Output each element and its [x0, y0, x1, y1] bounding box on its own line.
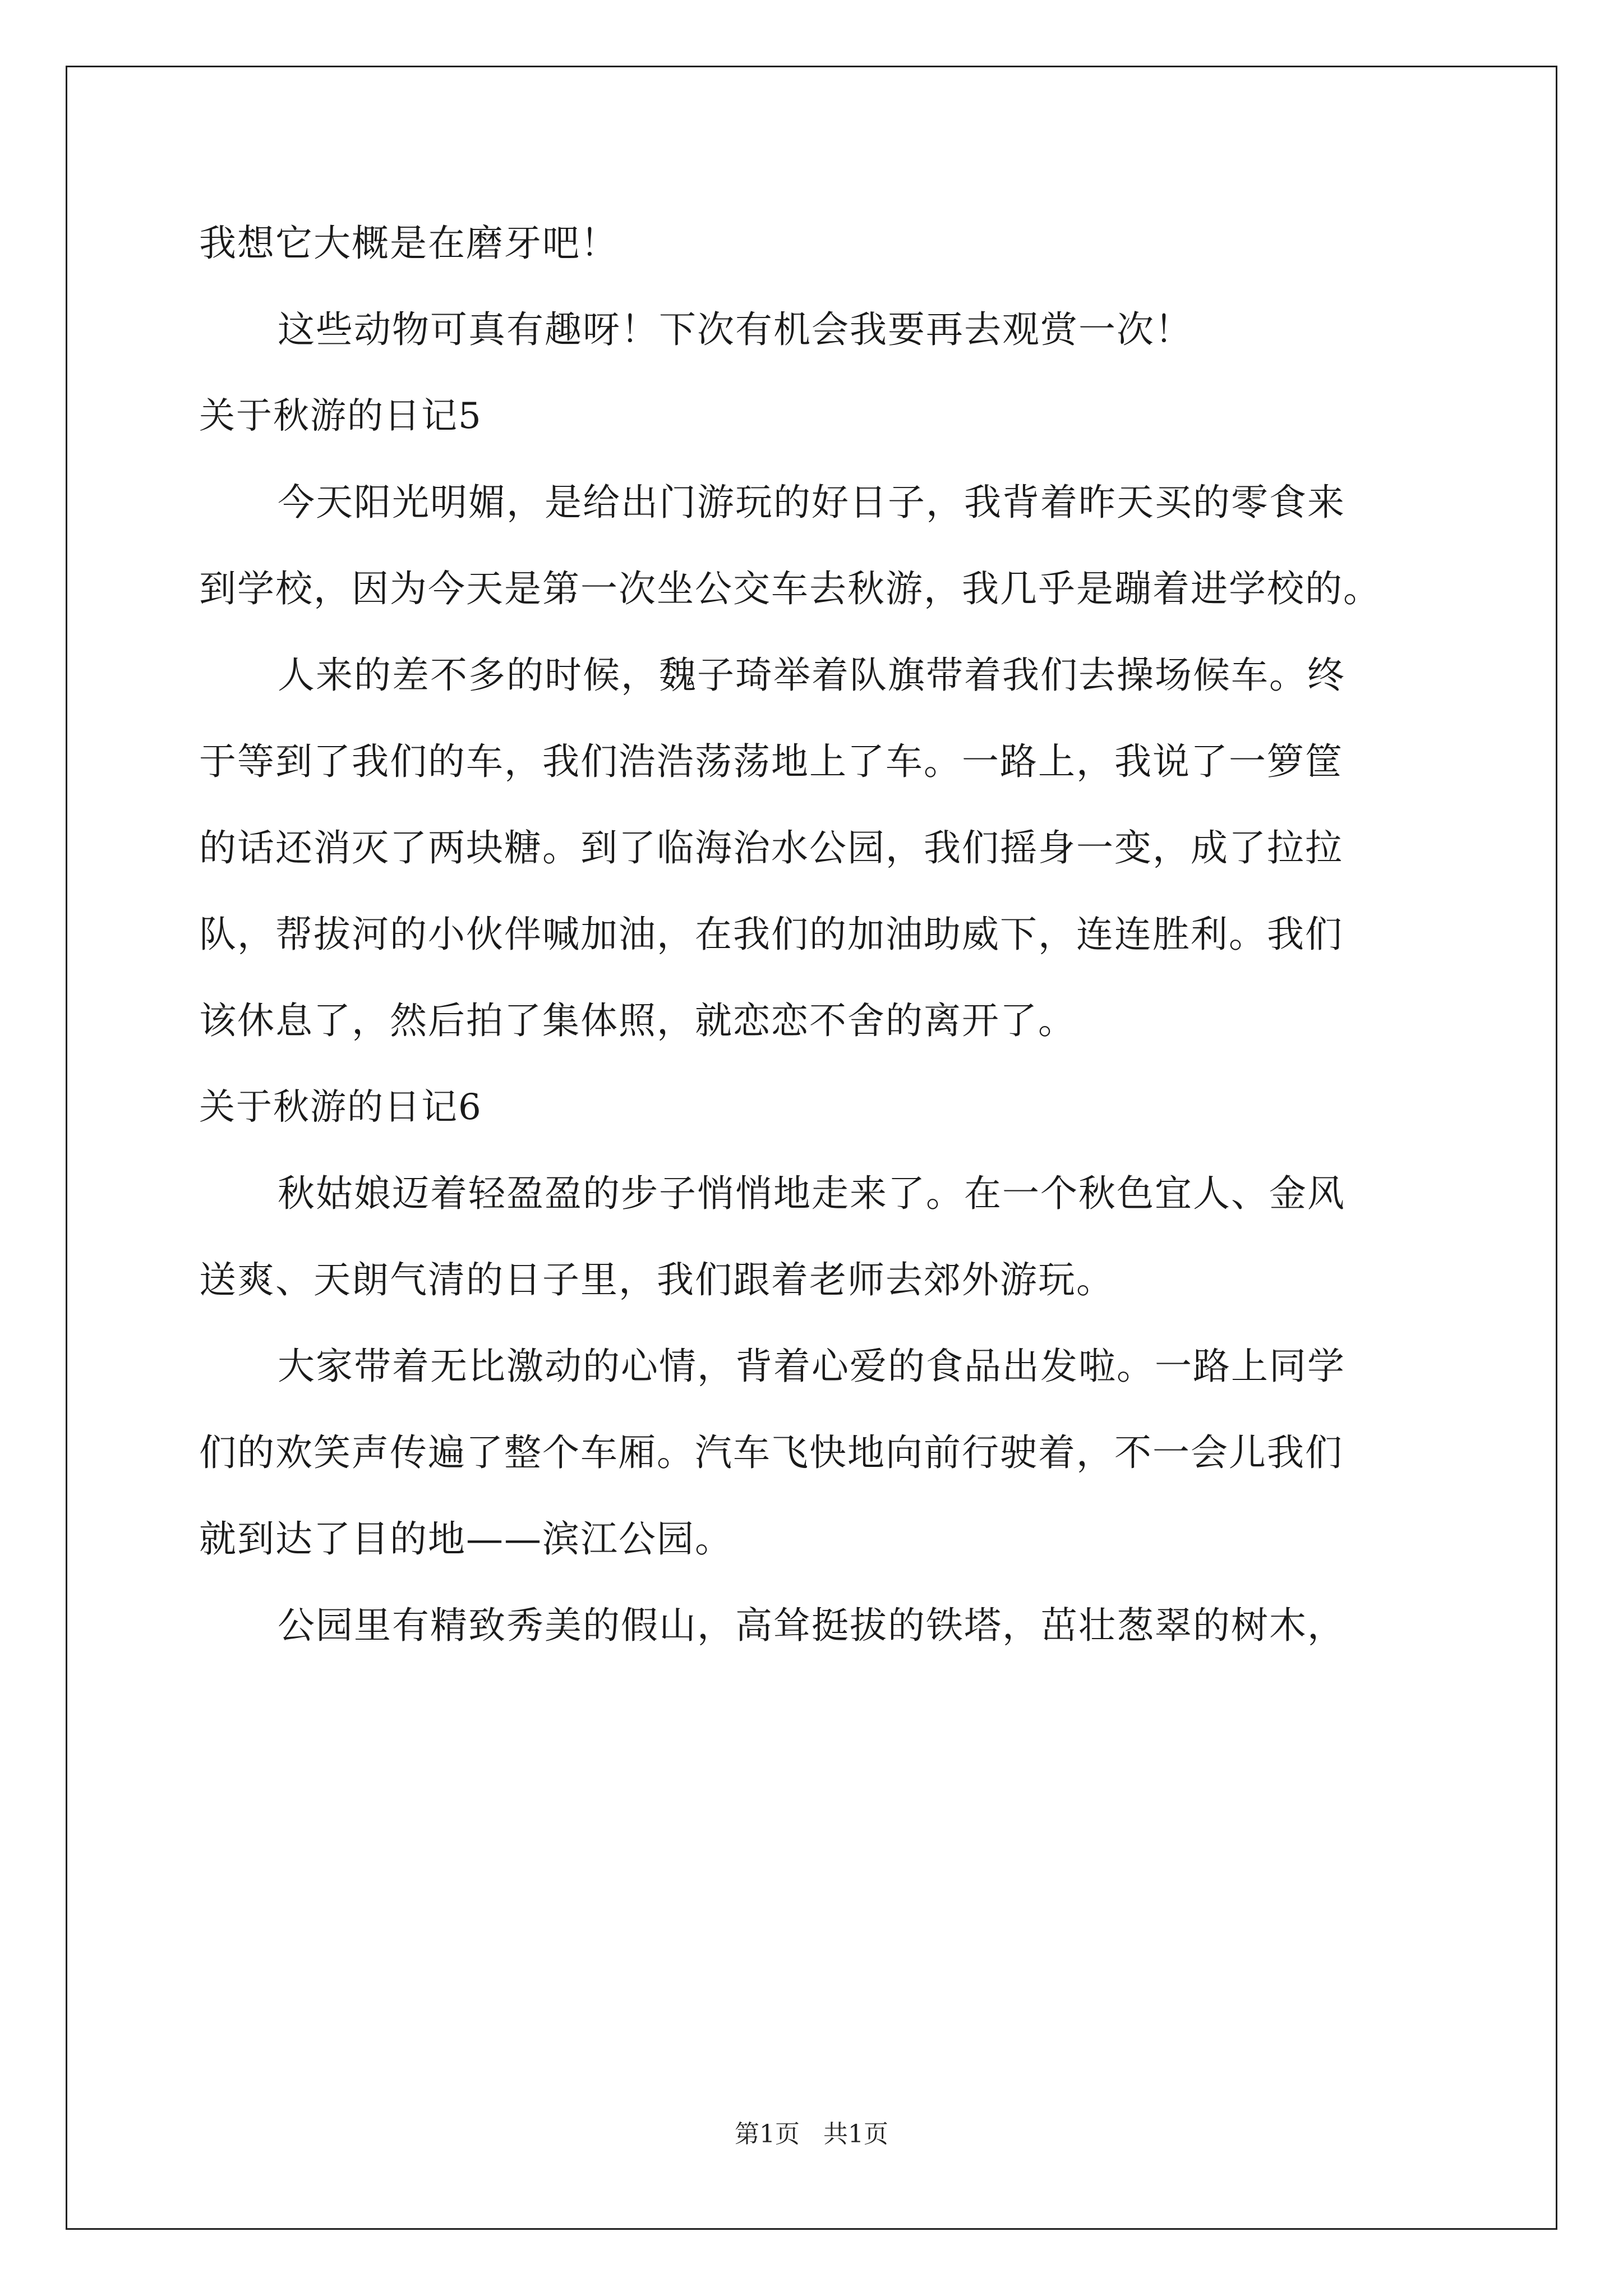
page-number: 第1页	[735, 2120, 800, 2148]
paragraph-line: 大家带着无比激动的心情，背着心爱的食品出发啦。一路上同学	[278, 1345, 1345, 1388]
paragraph-line: 今天阳光明媚，是给出门游玩的好日子，我背着昨天买的零食来	[278, 481, 1345, 524]
paragraph-line: 的话还消灭了两块糖。到了临海治水公园，我们摇身一变，成了拉拉	[199, 826, 1343, 869]
paragraph-line: 公园里有精致秀美的假山，高耸挺拔的铁塔，茁壮葱翠的树木，	[278, 1604, 1345, 1647]
paragraph-line: 于等到了我们的车，我们浩浩荡荡地上了车。一路上，我说了一箩筐	[199, 740, 1343, 783]
page-footer	[0, 2118, 1623, 2151]
paragraph-line: 送爽、天朗气清的日子里，我们跟着老师去郊外游玩。	[199, 1258, 1114, 1301]
document-body	[199, 219, 1433, 1650]
paragraph-line: 这些动物可真有趣呀！下次有机会我要再去观赏一次！	[278, 308, 1193, 351]
section-heading: 关于秋游的日记6	[199, 1087, 482, 1128]
paragraph-line: 们的欢笑声传遍了整个车厢。汽车飞快地向前行驶着，不一会儿我们	[199, 1431, 1343, 1474]
paragraph-line: 队，帮拔河的小伙伴喊加油，在我们的加油助威下，连连胜利。我们	[199, 913, 1343, 956]
paragraph-line: 该休息了，然后拍了集体照，就恋恋不舍的离开了。	[199, 999, 1076, 1042]
section-heading: 关于秋游的日记5	[199, 395, 482, 437]
page-total: 共1页	[823, 2120, 888, 2148]
paragraph-line: 到学校，因为今天是第一次坐公交车去秋游，我几乎是蹦着进学校的。	[199, 567, 1381, 610]
paragraph-line: 我想它大概是在磨牙吧！	[199, 222, 619, 265]
paragraph-line: 就到达了目的地——滨江公园。	[199, 1517, 733, 1561]
paragraph-line: 秋姑娘迈着轻盈盈的步子悄悄地走来了。在一个秋色宜人、金风	[278, 1172, 1345, 1215]
paragraph-line: 人来的差不多的时候，魏子琦举着队旗带着我们去操场候车。终	[278, 654, 1345, 697]
